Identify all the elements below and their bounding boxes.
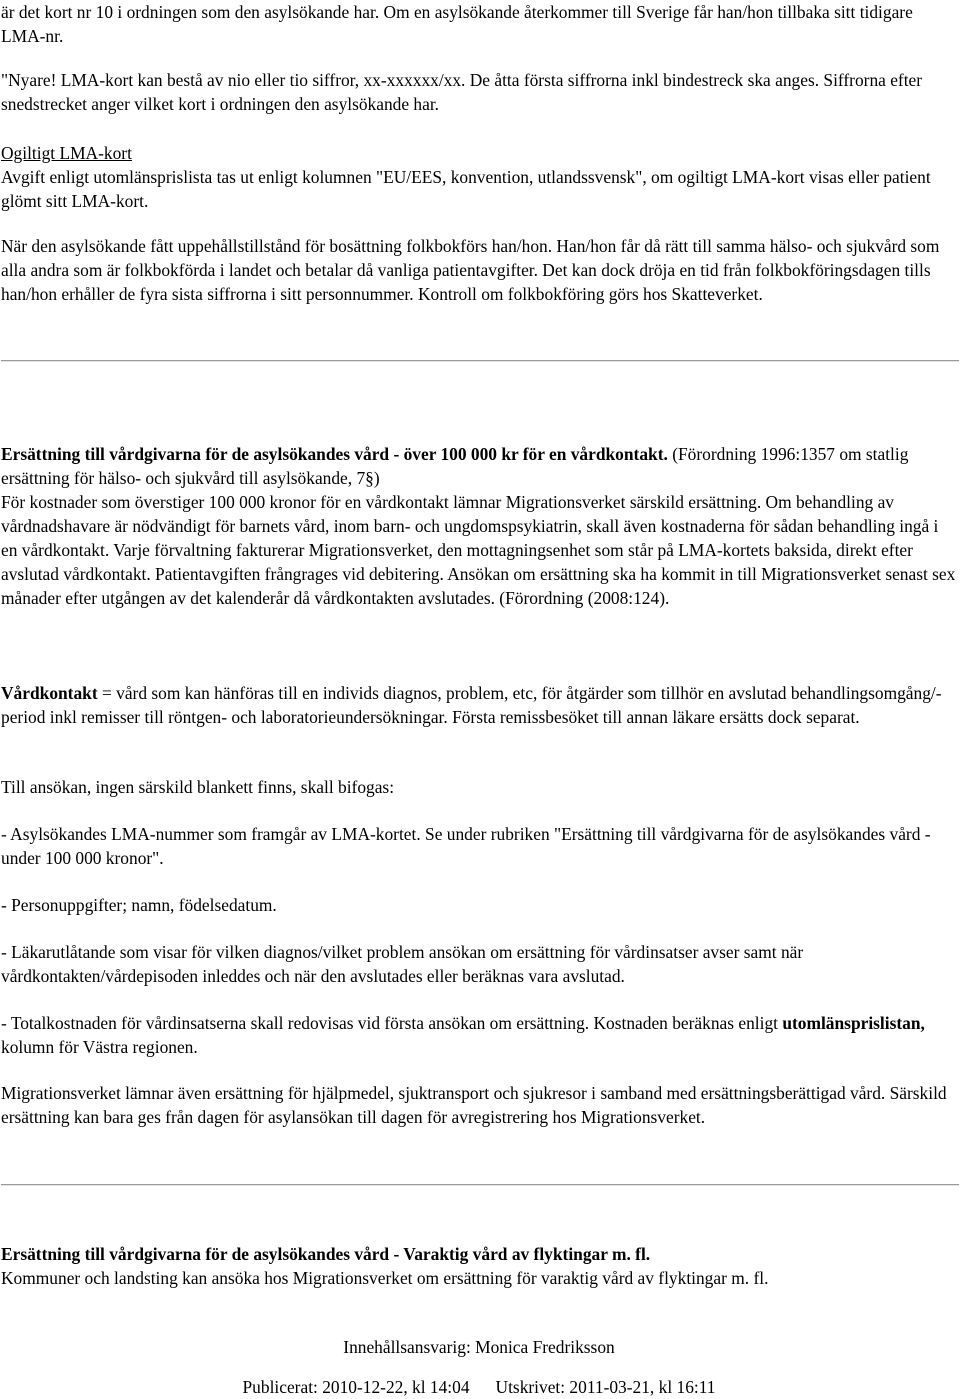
section1-heading: Ersättning till vårdgivarna för de asylsökandes vård - över 100 000 kr för en vårdkontakt. xyxy=(1,444,668,464)
definition-term: Vårdkontakt xyxy=(1,683,98,703)
intro-paragraph-lma-number: är det kort nr 10 i ordningen som den asylsökande har. Om en asylsökande återkommer till Sverige får han/hon tillbaka sitt tidigare LMA-nr. xyxy=(1,2,913,46)
section1-body: För kostnader som överstiger 100 000 kronor för en vårdkontakt lämnar Migrationsverket särskild ersättning. Om behandling av vårdnadshavare är nödvändigt för barnets vård, inom barn- och ungdomspsykiatrin, skall även kostnaderna för sådan behandling ingå i en vårdkontakt. Varje förvaltning fakturerar Migrationsverket, den mottagningsenhet som står på LMA-kortets baksida, direkt efter avslutad vårdkontakt. Patientavgiften frångrages vid debitering. Ansökan om ersättning ska ha kommit in till Migrationsverket senast sex månader efter utgången av det kalenderår då vårdkontakten avslutades. (Förordning (2008:124). xyxy=(1,492,956,608)
attachment-item-lma-number: - Asylsökandes LMA-nummer som framgår av LMA-kortet. Se under rubriken "Ersättning till vårdgivarna för de asylsökandes vård - under 100 000 kronor". xyxy=(1,824,931,868)
total-cost-text: - Totalkostnaden för vårdinsatserna skall redovisas vid första ansökan om ersättning. Kostnaden beräknas enligt xyxy=(1,1013,783,1033)
attachments-intro: Till ansökan, ingen särskild blankett finns, skall bifogas: xyxy=(1,777,395,797)
residence-permit-paragraph: När den asylsökande fått uppehållstillstånd för bosättning folkbokförs han/hon. Han/hon får då rätt till samma hälso- och sjukvård som alla andra som är folkbokförda i landet och betalar då vanliga patientavgifter. Det kan dock dröja en tid från folkbokföringsdagen tills han/hon erhåller de fyra sista siffrorna i sitt personnummer. Kontroll om folkbokföring görs hos Skatteverket. xyxy=(1,236,940,304)
price-list-name: utomlänsprislistan, xyxy=(782,1013,925,1033)
total-cost-suffix: kolumn för Västra regionen. xyxy=(1,1037,198,1057)
attachment-item-personal-data: - Personuppgifter; namn, födelsedatum. xyxy=(1,895,277,915)
footer-printed: Utskrivet: 2011-03-21, kl 16:11 xyxy=(495,1377,716,1397)
invalid-lma-heading: Ogiltigt LMA-kort xyxy=(1,143,132,163)
section1-heading-reference: (Förordning 1996:1357 om statlig ersättning för hälso- och sjukvård till asylsökande, 7§) xyxy=(1,444,909,488)
attachment-item-total-cost xyxy=(1,1011,957,1059)
footer-responsible: Innehållsansvarig: Monica Fredriksson xyxy=(343,1337,615,1357)
invalid-lma-block xyxy=(1,141,957,213)
section2-body: Kommuner och landsting kan ansöka hos Migrationsverket om ersättning för varaktig vård av flyktingar m. fl. xyxy=(1,1268,769,1288)
definition-text: = vård som kan hänföras till en individs diagnos, problem, etc, för åtgärder som tillhör en avslutad behandlingsomgång/-period inkl remisser till röntgen- och laboratorieundersökningar. Första remissbesöket till annan läkare ersätts dock separat. xyxy=(1,683,942,727)
section-divider xyxy=(1,360,959,362)
intro-paragraph-new-lma-card: "Nyare! LMA-kort kan bestå av nio eller tio siffror, xx-xxxxxx/xx. De åtta första siffrorna inkl bindestreck ska anges. Siffrorna efter snedstrecket anger vilket kort i ordningen den asylsökande har. xyxy=(1,70,923,114)
footer-published: Publicerat: 2010-12-22, kl 14:04 xyxy=(242,1377,470,1397)
section2-heading: Ersättning till vårdgivarna för de asylsökandes vård - Varaktig vård av flyktingar m. fl. xyxy=(1,1244,651,1264)
footer-dates xyxy=(1,1375,957,1399)
attachment-item-medical-statement: - Läkarutlåtande som visar för vilken diagnos/vilket problem ansökan om ersättning för vårdinsatser avser samt när vårdkontakten/vårdepisoden inleddes och när den avslutades eller beräknas vara avslutad. xyxy=(1,942,804,986)
section1-closing: Migrationsverket lämnar även ersättning för hjälpmedel, sjuktransport och sjukresor i samband med ersättningsberättigad vård. Särskild ersättning kan bara ges från dagen för asylansökan till dagen för avregistrering hos Migrationsverket. xyxy=(1,1083,947,1127)
section1-heading-paragraph xyxy=(1,442,957,490)
section2-block xyxy=(1,1242,957,1290)
section-divider xyxy=(1,1184,959,1186)
invalid-lma-text: Avgift enligt utomlänsprislista tas ut enligt kolumnen "EU/EES, konvention, utlandssvensk", om ogiltigt LMA-kort visas eller patient glömt sitt LMA-kort. xyxy=(1,167,931,211)
definition-paragraph xyxy=(1,681,957,729)
